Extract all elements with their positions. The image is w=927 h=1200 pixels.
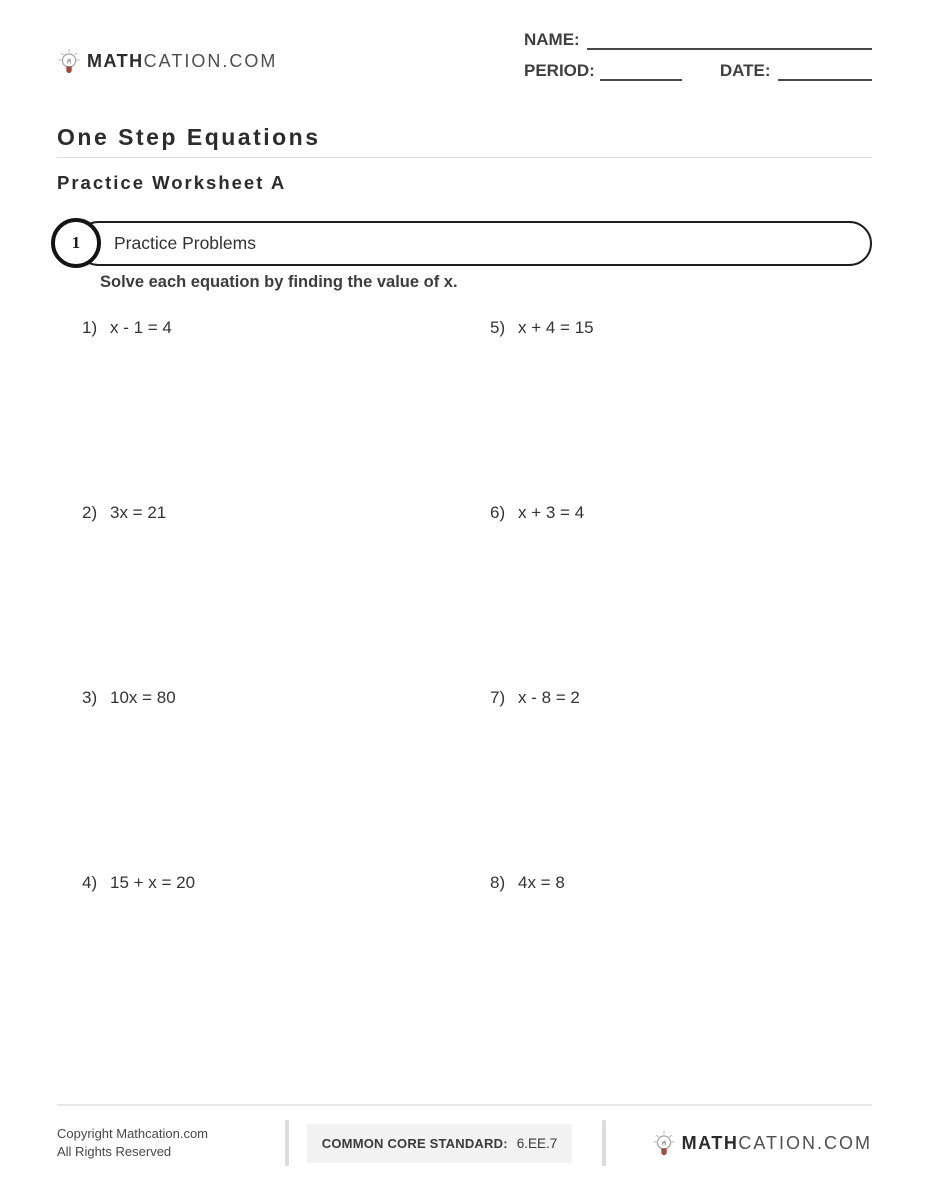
section-title: Practice Problems: [114, 233, 256, 253]
date-blank-line: [778, 65, 872, 81]
problem-number: 4): [82, 873, 98, 892]
footer: [57, 1104, 872, 1166]
problem-equation: x + 3 = 4: [518, 503, 585, 522]
period-blank-line: [600, 65, 682, 81]
date-label: DATE:: [719, 61, 771, 80]
problem-equation: 10x = 80: [110, 688, 176, 707]
section-header: [71, 221, 872, 266]
header: [57, 30, 872, 81]
copyright-text: [57, 1125, 285, 1160]
section-number-badge: 1: [51, 218, 101, 268]
problem-equation: 4x = 8: [518, 873, 565, 892]
problem-number: 6): [490, 503, 506, 522]
name-field-row: [524, 30, 872, 50]
problem-number: 1): [82, 318, 98, 337]
lightbulb-icon: [57, 48, 81, 75]
copyright-line-1: Copyright Mathcation.com: [57, 1126, 209, 1142]
student-info-fields: [524, 30, 872, 81]
footer-divider-left: [285, 1120, 288, 1166]
common-core-standard-box: [307, 1124, 572, 1163]
copyright-line-2: All Rights Reserved: [57, 1144, 172, 1159]
footer-logo-text: MATHCATION.COM: [681, 1132, 872, 1153]
title-divider: [57, 157, 872, 158]
problem-number: 7): [490, 688, 506, 707]
problem-8: [490, 873, 872, 1058]
header-logo: [57, 48, 277, 75]
problem-3: [82, 688, 490, 873]
problem-number: 8): [490, 873, 506, 892]
problem-5: [490, 318, 872, 503]
problem-6: [490, 503, 872, 688]
footer-logo: [652, 1130, 872, 1157]
problem-equation: 15 + x = 20: [110, 873, 196, 892]
worksheet-subtitle: Practice Worksheet A: [57, 172, 287, 193]
problem-equation: x + 4 = 15: [518, 318, 594, 337]
problem-2: [82, 503, 490, 688]
problem-equation: x - 1 = 4: [110, 318, 172, 337]
problem-1: [82, 318, 490, 503]
problem-number: 2): [82, 503, 98, 522]
lightbulb-icon: [652, 1130, 676, 1157]
problem-number: 3): [82, 688, 98, 707]
problem-4: [82, 873, 490, 1058]
name-blank-line: [587, 34, 872, 50]
page-title: One Step Equations: [57, 124, 321, 150]
problem-equation: x - 8 = 2: [518, 688, 580, 707]
header-logo-text: MATHCATION.COM: [87, 51, 278, 71]
name-label: NAME:: [524, 30, 580, 49]
common-core-standard-value: 6.EE.7: [516, 1135, 558, 1151]
period-date-field-row: [524, 61, 872, 81]
problem-number: 5): [490, 318, 506, 337]
problem-7: [490, 688, 872, 873]
common-core-standard-label: COMMON CORE STANDARD:: [321, 1135, 508, 1151]
problem-equation: 3x = 21: [110, 503, 167, 522]
instruction-text: Solve each equation by finding the value of x.: [100, 273, 458, 291]
period-label: PERIOD:: [524, 61, 595, 80]
problems-grid: [82, 318, 872, 1058]
footer-divider-right: [602, 1120, 605, 1166]
